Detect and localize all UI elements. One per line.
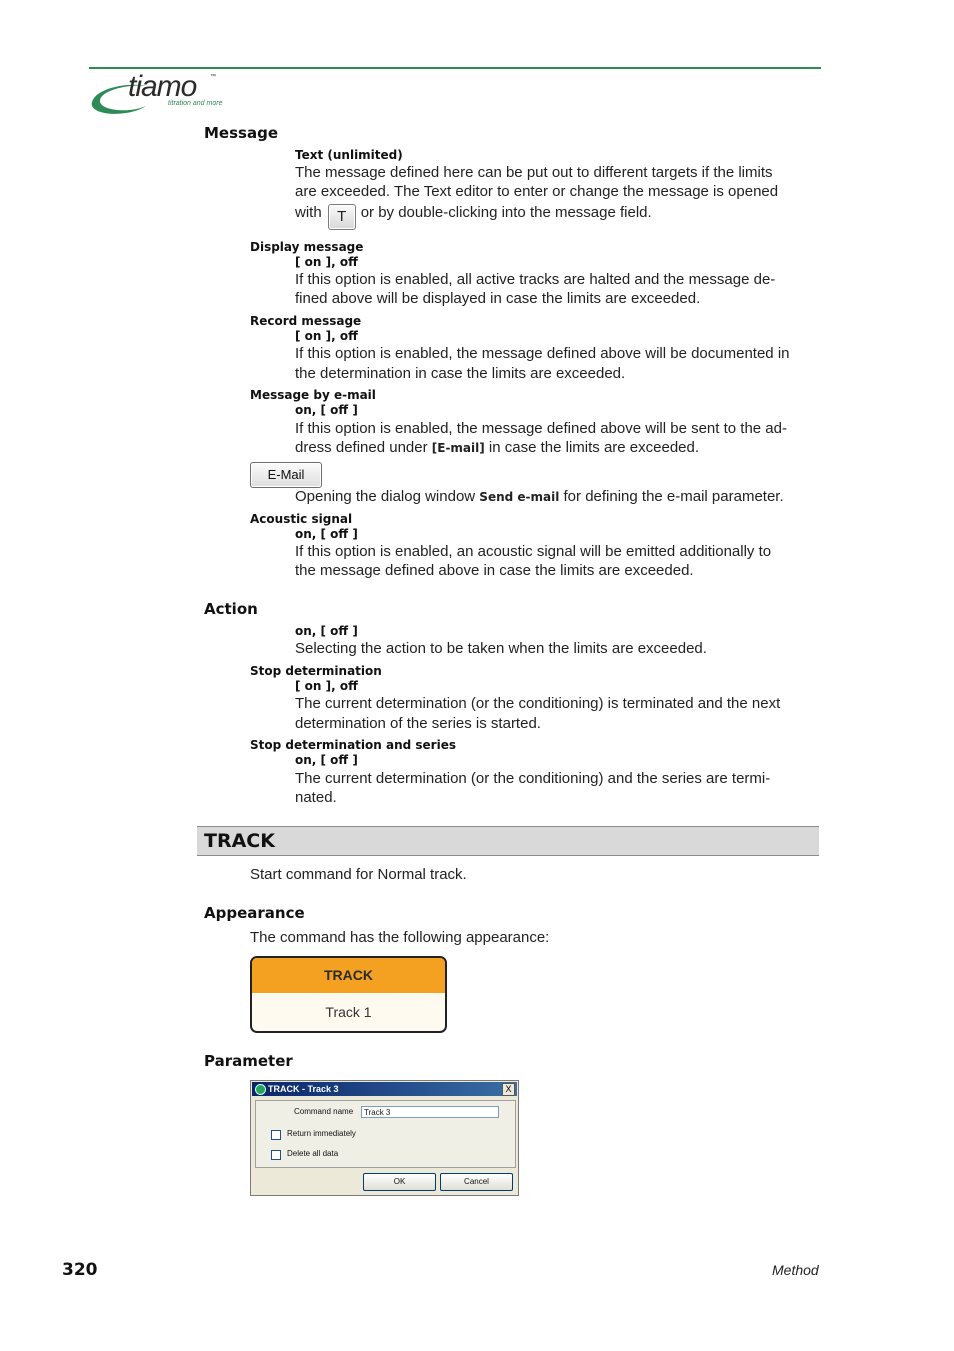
record-message-desc-1: If this option is enabled, the message defined above will be documented in [295,345,790,362]
email-button[interactable]: E-Mail [250,462,322,488]
stop-determination-desc-2: determination of the series is started. [295,715,541,732]
email-button-desc-after: for defining the e-mail parameter. [563,488,784,505]
action-values: on, [ off ] [295,624,358,638]
display-message-name: Display message [250,240,364,254]
header-rule [89,67,821,69]
track-section-bar [197,826,819,856]
dialog-panel [255,1100,516,1168]
display-message-desc-2: fined above will be displayed in case the limits are exceeded. [295,290,701,307]
display-message-desc-1: If this option is enabled, all active tracks are halted and the message de- [295,271,776,288]
return-immediately-checkbox[interactable] [271,1130,281,1140]
tiamo-logo [88,70,238,118]
email-message-name: Message by e-mail [250,388,376,402]
email-desc-before: dress defined under [295,439,428,456]
track-command-name: Track 1 [325,1004,372,1020]
email-button-desc-ref: Send e-mail [479,490,560,504]
param-text-desc-1: The message defined here can be put out to different targets if the limits [295,164,773,181]
stop-series-desc-2: nated. [295,789,337,806]
ok-button[interactable]: OK [363,1173,436,1191]
stop-series-name: Stop determination and series [250,738,456,752]
command-name-label: Command name [294,1107,354,1116]
track-dialog [250,1080,519,1196]
dialog-app-icon [255,1084,266,1095]
logo-trademark: ™ [210,74,216,80]
stop-series-desc-1: The current determination (or the conditioning) and the series are termi- [295,770,771,787]
command-name-input[interactable]: Track 3 [361,1106,499,1118]
track-section-title: TRACK [204,830,275,852]
dialog-title: TRACK - Track 3 [268,1084,339,1094]
heading-message: Message [204,124,278,142]
email-button-desc-before: Opening the dialog window [295,488,476,505]
track-command-header: TRACK [252,958,445,993]
stop-series-values: on, [ off ] [295,753,358,767]
stop-determination-name: Stop determination [250,664,382,678]
heading-appearance: Appearance [204,904,305,922]
email-message-desc-1: If this option is enabled, the message defined above will be sent to the ad- [295,420,787,437]
action-desc: Selecting the action to be taken when the limits are exceeded. [295,640,707,657]
param-text-with: with [295,204,322,221]
heading-parameter: Parameter [204,1052,293,1070]
page-number: 320 [62,1260,98,1280]
logo-tagline: titration and more [168,100,223,107]
delete-all-data-checkbox[interactable] [271,1150,281,1160]
return-immediately-label: Return immediately [287,1129,356,1138]
email-message-values: on, [ off ] [295,403,358,417]
appearance-desc: The command has the following appearance: [250,929,550,946]
email-button-desc [295,487,784,508]
record-message-values: [ on ], off [295,329,358,343]
acoustic-signal-desc-2: the message defined above in case the limits are exceeded. [295,562,694,579]
text-editor-button[interactable]: T [328,204,356,230]
stop-determination-values: [ on ], off [295,679,358,693]
footer-section-name: Method [772,1262,819,1278]
record-message-name: Record message [250,314,362,328]
dialog-titlebar [252,1082,517,1096]
close-icon[interactable]: X [502,1083,515,1096]
param-text-desc-3 [295,203,652,230]
track-intro: Start command for Normal track. [250,866,467,883]
param-text-name: Text (unlimited) [295,148,403,162]
param-text-desc-2: are exceeded. The Text editor to enter or change the message is opened [295,183,779,200]
acoustic-signal-values: on, [ off ] [295,527,358,541]
acoustic-signal-desc-1: If this option is enabled, an acoustic signal will be emitted additionally to [295,543,772,560]
stop-determination-desc-1: The current determination (or the conditioning) is terminated and the next [295,695,781,712]
acoustic-signal-name: Acoustic signal [250,512,353,526]
record-message-desc-2: the determination in case the limits are exceeded. [295,365,626,382]
heading-action: Action [204,600,258,618]
track-command-box [250,956,447,1033]
email-desc-ref: [E-mail] [431,441,485,455]
cancel-button[interactable]: Cancel [440,1173,513,1191]
display-message-values: [ on ], off [295,255,358,269]
delete-all-data-label: Delete all data [287,1149,339,1158]
email-desc-after: in case the limits are exceeded. [488,439,700,456]
email-message-desc-2 [295,438,699,459]
logo-word: tiamo [128,70,197,103]
param-text-after-button: or by double-clicking into the message field. [360,204,652,221]
